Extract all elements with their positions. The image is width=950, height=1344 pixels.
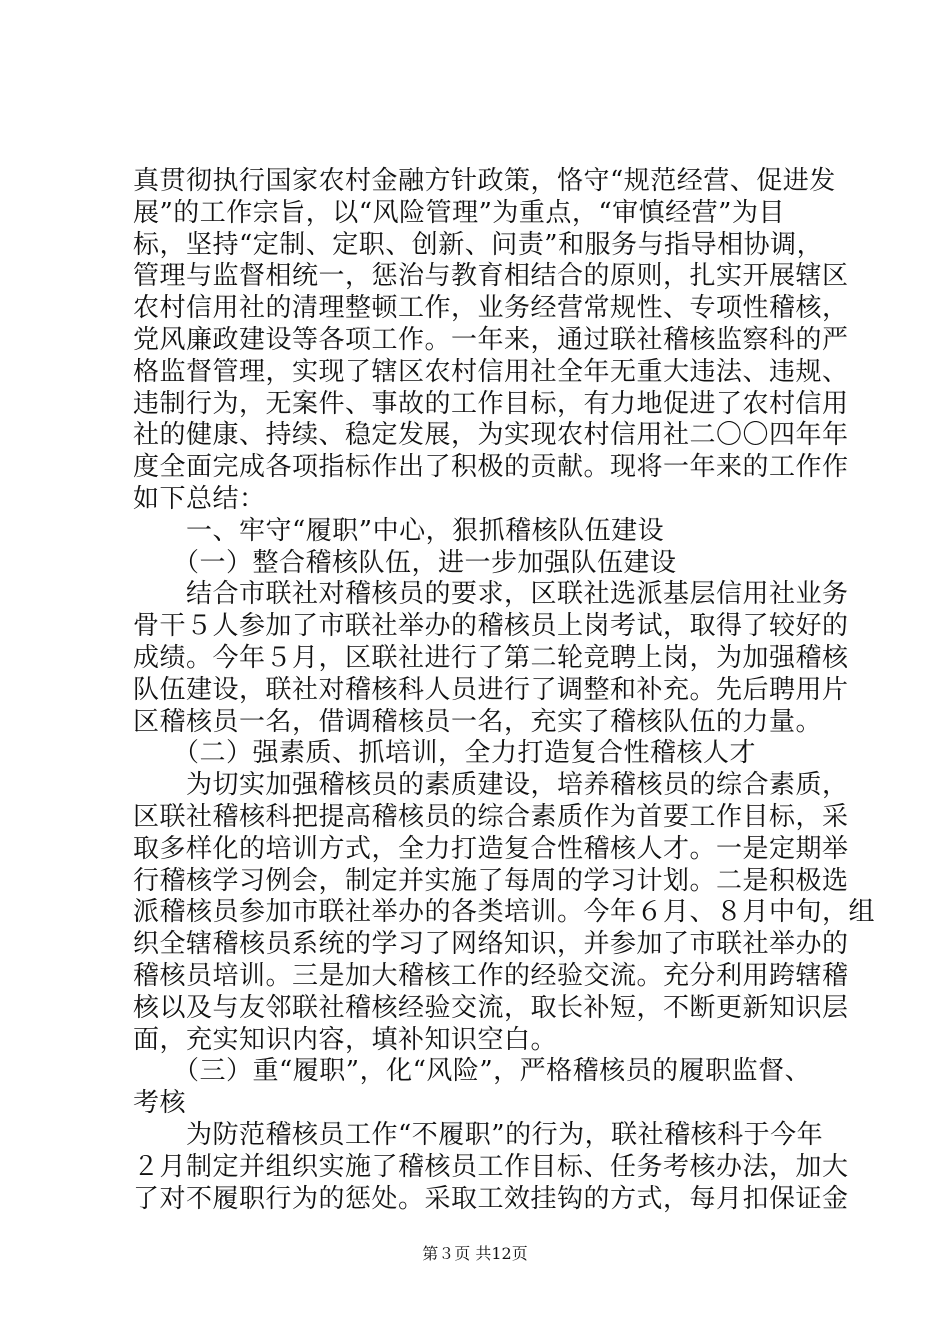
text-line: 一、牢守“履职”中心，狠抓稽核队伍建设 bbox=[133, 515, 665, 546]
text-line: 如下总结： bbox=[133, 483, 266, 514]
text-line: 派稽核员参加市联社举办的各类培训。今年６月、８月中旬，组 bbox=[133, 897, 876, 928]
text-line: 度全面完成各项指标作出了积极的贡献。现将一年来的工作作 bbox=[133, 452, 849, 483]
text-line: （二）强素质、抓培训，全力打造复合性稽核人才 bbox=[133, 738, 757, 769]
text-line: 稽核员培训。三是加大稽核工作的经验交流。充分利用跨辖稽 bbox=[133, 960, 849, 991]
text-line: 了对不履职行为的惩处。采取工效挂钩的方式，每月扣保证金 bbox=[133, 1183, 849, 1214]
text-line: 管理与监督相统一，惩治与教育相结合的原则，扎实开展辖区 bbox=[133, 261, 849, 292]
text-line: ２月制定并组织实施了稽核员工作目标、任务考核办法，加大 bbox=[133, 1151, 849, 1182]
text-line: 区联社稽核科把提高稽核员的综合素质作为首要工作目标，采 bbox=[133, 801, 849, 832]
text-line: 农村信用社的清理整顿工作，业务经营常规性、专项性稽核， bbox=[133, 293, 849, 324]
text-line: 织全辖稽核员系统的学习了网络知识，并参加了市联社举办的 bbox=[133, 929, 849, 960]
text-line: 社的健康、持续、稳定发展，为实现农村信用社二〇〇四年年 bbox=[133, 420, 849, 451]
text-line: 党风廉政建设等各项工作。一年来，通过联社稽核监察科的严 bbox=[133, 324, 849, 355]
text-line: 为防范稽核员工作“不履职”的行为，联社稽核科于今年 bbox=[133, 1119, 824, 1150]
page-footer: 第３页 共12页 bbox=[422, 1244, 528, 1263]
text-line: 考核 bbox=[133, 1088, 187, 1119]
text-line: 标，坚持“定制、定职、创新、问责”和服务与指导相协调， bbox=[133, 229, 824, 260]
text-line: 队伍建设，联社对稽核科人员进行了调整和补充。先后聘用片 bbox=[133, 674, 849, 705]
text-line: 成绩。今年５月，区联社进行了第二轮竞聘上岗，为加强稽核 bbox=[133, 642, 849, 673]
text-line: 为切实加强稽核员的素质建设，培养稽核员的综合素质， bbox=[133, 770, 849, 801]
document-body bbox=[133, 166, 876, 1215]
text-line: 结合市联社对稽核员的要求，区联社选派基层信用社业务 bbox=[133, 579, 849, 610]
text-line: 面，充实知识内容，填补知识空白。 bbox=[133, 1024, 558, 1055]
text-line: 真贯彻执行国家农村金融方针政策，恪守“规范经营、促进发 bbox=[133, 166, 836, 196]
text-line: 行稽核学习例会，制定并实施了每周的学习计划。二是积极选 bbox=[133, 865, 849, 896]
text-line: 展”的工作宗旨，以“风险管理”为重点，“审慎经营”为目 bbox=[133, 197, 785, 228]
text-line: 区稽核员一名，借调稽核员一名，充实了稽核队伍的力量。 bbox=[133, 706, 823, 737]
text-line: （一）整合稽核队伍，进一步加强队伍建设 bbox=[133, 547, 677, 578]
text-line: 骨干５人参加了市联社举办的稽核员上岗考试，取得了较好的 bbox=[133, 611, 849, 642]
text-line: 核以及与友邻联社稽核经验交流，取长补短，不断更新知识层 bbox=[133, 992, 849, 1023]
text-line: （三）重“履职”，化“风险”，严格稽核员的履职监督、 bbox=[133, 1056, 812, 1087]
text-line: 取多样化的培训方式，全力打造复合性稽核人才。一是定期举 bbox=[133, 833, 849, 864]
text-line: 违制行为，无案件、事故的工作目标，有力地促进了农村信用 bbox=[133, 388, 849, 419]
text-line: 格监督管理，实现了辖区农村信用社全年无重大违法、违规、 bbox=[133, 356, 849, 387]
